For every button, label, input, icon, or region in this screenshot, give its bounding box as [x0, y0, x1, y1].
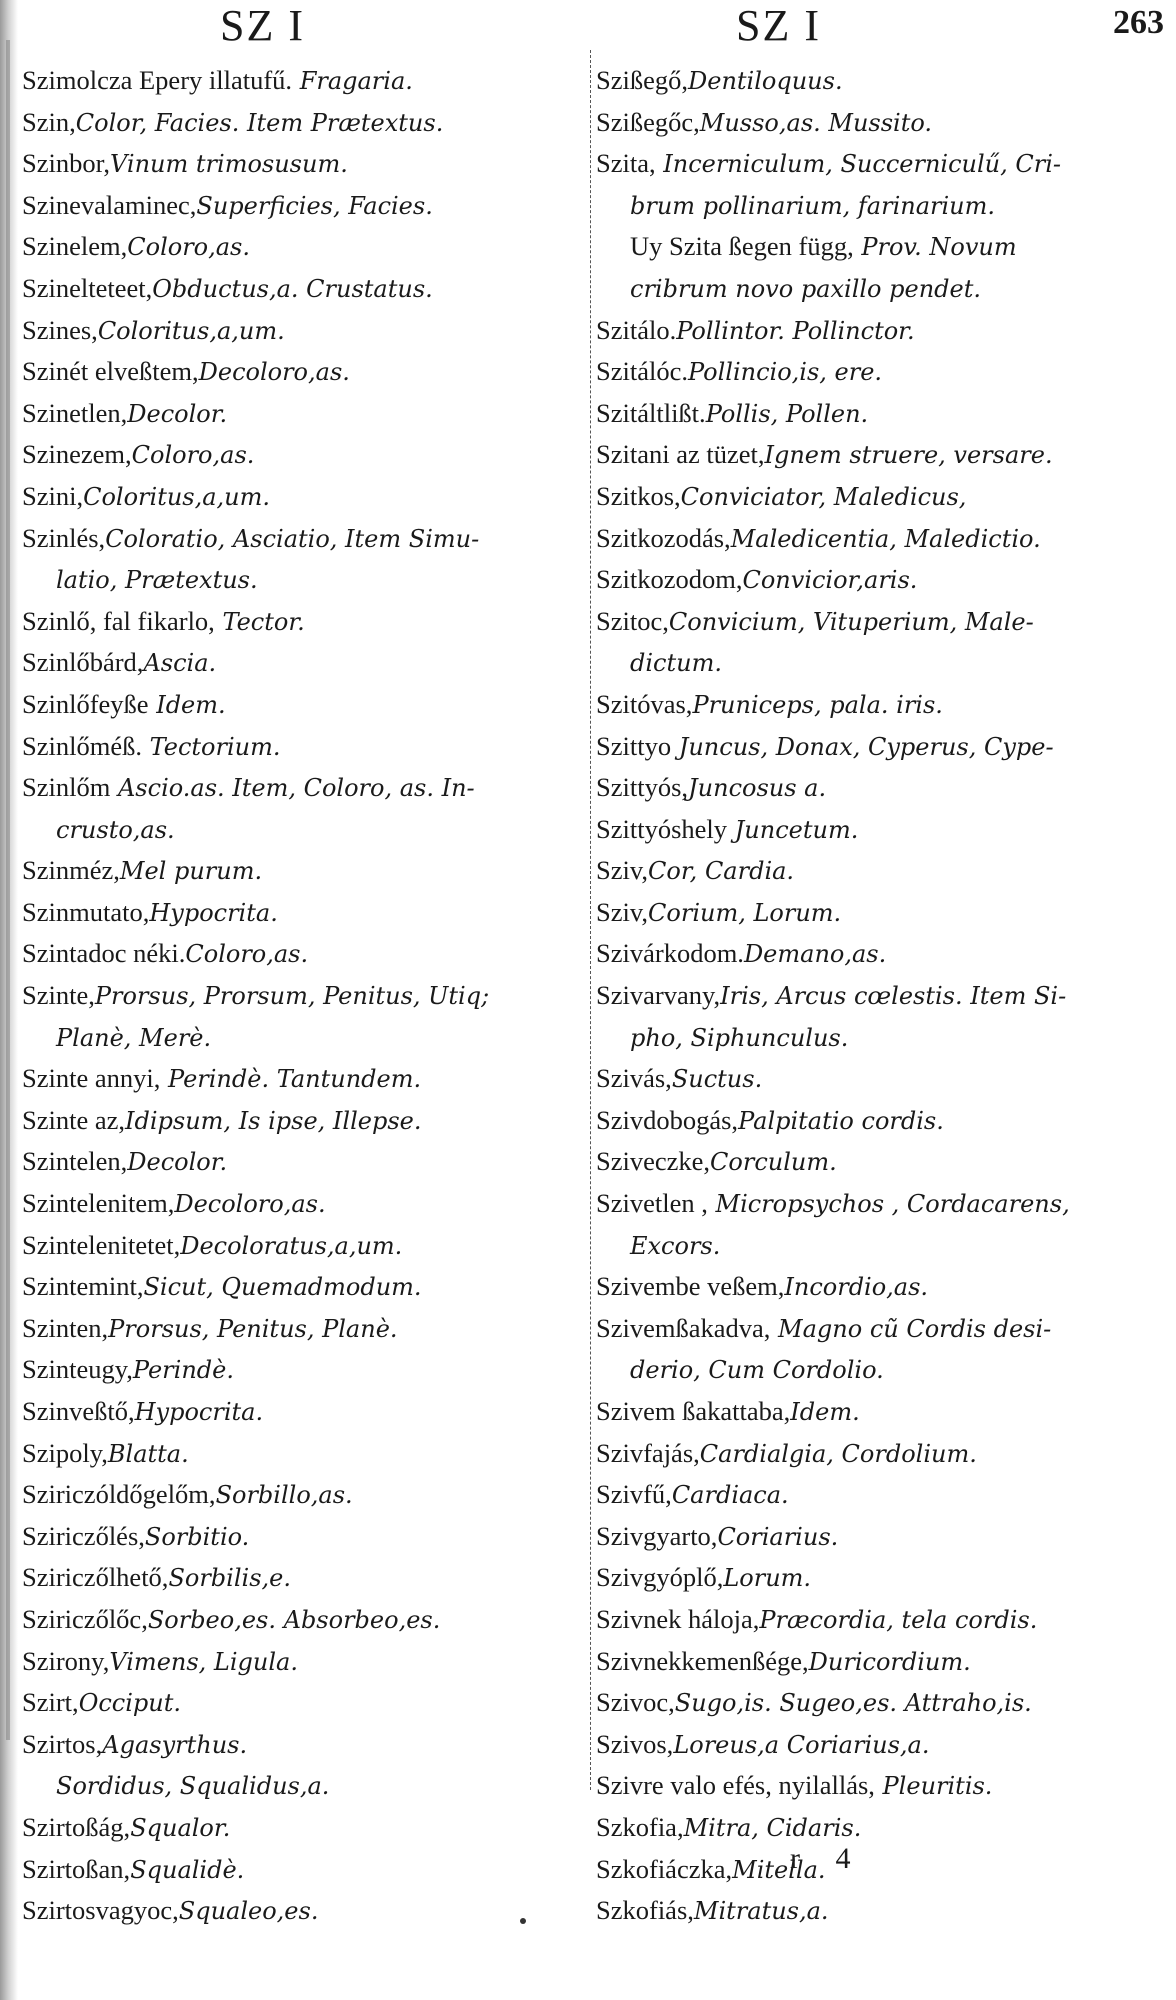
entry-headword: Szivoc,: [596, 1687, 675, 1718]
dictionary-entry: [596, 1225, 1168, 1267]
dictionary-entry: [22, 1516, 587, 1558]
dictionary-entry: [596, 642, 1168, 684]
entry-headword: Szinezem,: [22, 439, 132, 470]
entry-latin-gloss: latio, Prætextus.: [56, 566, 258, 595]
dictionary-entry: [22, 518, 587, 560]
entry-headword: Szinte az,: [22, 1104, 126, 1135]
entry-latin-gloss: Idem.: [790, 1398, 860, 1426]
entry-latin-gloss: Idipsum, Is ipse, Illepse.: [125, 1106, 422, 1135]
entry-latin-gloss: Decoloro,as.: [198, 358, 350, 387]
dictionary-entry: [596, 351, 1168, 393]
entry-latin-gloss: Excors.: [630, 1231, 721, 1260]
dictionary-entry: [596, 1557, 1168, 1599]
entry-headword: Szinten,: [22, 1312, 109, 1343]
entry-headword: Szißegő,: [596, 65, 688, 95]
entry-headword: Szinbor,: [22, 148, 111, 179]
entry-latin-gloss: Musso,as. Mussito.: [699, 108, 933, 137]
entry-headword: Szintadoc néki.: [22, 938, 186, 969]
dictionary-entry: [22, 102, 587, 144]
entry-latin-gloss: Coloritus,a,um.: [97, 316, 285, 345]
dictionary-entry: [596, 102, 1168, 144]
dictionary-entry: [22, 1474, 587, 1516]
dictionary-entry: [596, 1765, 1168, 1807]
entry-latin-gloss: Prov. Novum: [853, 233, 1017, 262]
entry-latin-gloss: Agasyrthus.: [102, 1730, 248, 1759]
entry-latin-gloss: Micropsychos , Cordacarens,: [707, 1190, 1070, 1219]
entry-headword: Szkofiáczka,: [596, 1853, 733, 1884]
dictionary-entry: [22, 268, 587, 310]
entry-latin-gloss: Obductus,a. Crustatus.: [152, 274, 433, 303]
entry-latin-gloss: Mitella.: [732, 1855, 826, 1884]
entry-headword: Szirony,: [22, 1645, 110, 1676]
dictionary-entry: [22, 1308, 587, 1350]
dictionary-entry: [596, 1641, 1168, 1683]
entry-latin-gloss: Coloro,as.: [127, 233, 250, 262]
entry-latin-gloss: Mitra, Cidaris.: [683, 1813, 862, 1842]
dictionary-entry: [596, 1724, 1168, 1766]
dictionary-entry: [596, 601, 1168, 643]
dictionary-entry: [596, 1599, 1168, 1641]
entry-latin-gloss: Idem.: [148, 690, 226, 719]
dictionary-entry: [22, 1141, 587, 1183]
entry-latin-gloss: Occiput.: [78, 1689, 182, 1718]
dictionary-entry: [596, 434, 1168, 476]
entry-headword: Szintemint,: [22, 1271, 144, 1302]
entry-headword: Szintelenitetet,: [22, 1229, 181, 1260]
entry-headword: Szinelteteet,: [22, 272, 153, 303]
entry-latin-gloss: Coloratio, Asciatio, Item Simu-: [105, 524, 480, 553]
entry-latin-gloss: Pollincio,is, ere.: [688, 358, 883, 387]
entry-headword: Szkofiás,: [596, 1895, 694, 1926]
entry-headword: Szitkos,: [596, 480, 681, 511]
dictionary-entry: [596, 1017, 1168, 1059]
page-number: 263: [1113, 4, 1164, 41]
entry-latin-gloss: Cor, Cardia.: [648, 857, 795, 886]
entry-headword: Uy Szita ßegen függ,: [630, 231, 854, 262]
entry-headword: Szitáltlißt.: [596, 397, 706, 428]
entry-headword: Szitóvas,: [596, 688, 693, 719]
dictionary-entry: [596, 185, 1168, 227]
entry-latin-gloss: Decolor.: [127, 399, 228, 428]
dictionary-entry: [22, 1391, 587, 1433]
left-column-heading: SZ I: [220, 1, 305, 50]
entry-headword: Szivemßakadva,: [596, 1312, 771, 1343]
entry-headword: Szitoc,: [596, 605, 669, 636]
entry-headword: Szinlőm: [22, 772, 111, 803]
entry-headword: Szin,: [22, 106, 76, 137]
entry-headword: Sziriczőlőc,: [22, 1603, 148, 1634]
dictionary-entry: [596, 226, 1168, 268]
dictionary-entry: [596, 310, 1168, 352]
dictionary-entry: [596, 518, 1168, 560]
dictionary-entry: [22, 892, 587, 934]
dictionary-entry: [22, 351, 587, 393]
entry-latin-gloss: Pruniceps, pala. iris.: [692, 690, 943, 719]
entry-headword: Szinveßtő,: [22, 1396, 135, 1426]
entry-headword: Szitani az tüzet,: [596, 439, 765, 470]
entry-headword: Szivfajás,: [596, 1437, 700, 1468]
dictionary-entry: [596, 393, 1168, 435]
dictionary-entry: [22, 1017, 587, 1059]
entry-latin-gloss: cribrum novo paxillo pendet.: [630, 274, 981, 303]
dictionary-entry: [22, 684, 587, 726]
entry-latin-gloss: Vinum trimosusum.: [110, 150, 348, 179]
dictionary-entry: [596, 268, 1168, 310]
dictionary-entry: [22, 809, 587, 851]
entry-headword: Szivem ßakattaba,: [596, 1396, 791, 1426]
entry-latin-gloss: Perindè. Tantundem.: [160, 1065, 422, 1094]
dictionary-entry: [596, 1433, 1168, 1475]
entry-latin-gloss: Sordidus, Squalidus,a.: [56, 1772, 330, 1801]
entry-latin-gloss: Convicium, Vituperium, Male-: [668, 607, 1034, 636]
dictionary-entry: [22, 185, 587, 227]
entry-headword: Sziriczőlés,: [22, 1520, 145, 1551]
entry-latin-gloss: Perindè.: [132, 1356, 234, 1385]
entry-latin-gloss: Hypocrita.: [134, 1398, 264, 1426]
entry-latin-gloss: Blatta.: [107, 1439, 189, 1468]
entry-headword: Szittyós,: [596, 772, 689, 803]
entry-headword: Sziriczóldőgelőm,: [22, 1479, 216, 1510]
entry-latin-gloss: Convicior,aris.: [742, 566, 918, 595]
entry-headword: Szinelem,: [22, 231, 128, 262]
dictionary-entry: [596, 809, 1168, 851]
entry-headword: Szitálóc.: [596, 356, 688, 387]
dictionary-entry: [22, 1849, 587, 1891]
entry-headword: Szinlés,: [22, 522, 106, 553]
dictionary-entry: [22, 642, 587, 684]
entry-latin-gloss: Fragaria.: [292, 67, 413, 95]
dictionary-entry: [596, 1308, 1168, 1350]
column-divider: [590, 50, 592, 1790]
dictionary-entry: [22, 933, 587, 975]
entry-latin-gloss: Corium, Lorum.: [648, 898, 842, 927]
entry-latin-gloss: Ascia.: [143, 649, 217, 678]
entry-latin-gloss: Demano,as.: [743, 940, 887, 969]
entry-latin-gloss: Coriarius.: [717, 1522, 839, 1551]
entry-headword: Szines,: [22, 314, 98, 345]
entry-latin-gloss: Cardialgia, Cordolium.: [699, 1439, 977, 1468]
entry-headword: Szivembe veßem,: [596, 1271, 785, 1302]
entry-headword: Szinméz,: [22, 855, 120, 886]
dictionary-entry: [596, 1349, 1168, 1391]
entry-latin-gloss: Prorsus, Penitus, Planè.: [108, 1314, 398, 1343]
entry-latin-gloss: crusto,as.: [56, 815, 175, 844]
entry-latin-gloss: Cardiaca.: [671, 1481, 789, 1510]
dictionary-entry: [596, 975, 1168, 1017]
entry-headword: Szinlő, fal fikarlo,: [22, 605, 215, 636]
entry-latin-gloss: Incerniculum, Succerniculű, Cri-: [655, 150, 1061, 179]
dictionary-entry: [22, 434, 587, 476]
entry-latin-gloss: Juncus, Donax, Cyperus, Cype-: [671, 732, 1054, 761]
dictionary-entry: [22, 1724, 587, 1766]
entry-latin-gloss: Incordio,as.: [784, 1273, 929, 1302]
dictionary-entry: [22, 393, 587, 435]
entry-latin-gloss: Ignem struere, versare.: [764, 441, 1053, 470]
dictionary-entry: [22, 310, 587, 352]
entry-headword: Szkofia,: [596, 1811, 684, 1842]
entry-latin-gloss: Pollis, Pollen.: [705, 399, 869, 428]
entry-latin-gloss: Hypocrita.: [149, 898, 278, 927]
entry-latin-gloss: Ascio.as. Item, Coloro, as. In-: [110, 774, 475, 803]
dictionary-entry: [596, 1391, 1168, 1433]
entry-latin-gloss: Decoloratus,a,um.: [180, 1231, 403, 1260]
entry-latin-gloss: Maledicentia, Maledictio.: [730, 524, 1041, 553]
left-column: [22, 60, 587, 1932]
dictionary-entry: [596, 1682, 1168, 1724]
entry-headword: Szitkozodom,: [596, 564, 743, 595]
dictionary-entry: [22, 1807, 587, 1849]
entry-headword: Szivos,: [596, 1728, 674, 1759]
dictionary-entry: [596, 60, 1168, 102]
dictionary-entry: [596, 1100, 1168, 1142]
dictionary-entry: [22, 1058, 587, 1100]
entry-latin-gloss: Palpitatio cordis.: [738, 1106, 944, 1135]
dictionary-entry: [596, 1807, 1168, 1849]
entry-latin-gloss: Superficies, Facies.: [196, 191, 433, 220]
entry-latin-gloss: brum pollinarium, farinarium.: [630, 191, 996, 220]
book-spine-line: [6, 40, 10, 1740]
entry-headword: Szitálo.: [596, 314, 677, 345]
dictionary-entry: [596, 1890, 1168, 1932]
dictionary-entry: [22, 1183, 587, 1225]
entry-headword: Szinmutato,: [22, 896, 150, 927]
entry-headword: Szißegőc,: [596, 106, 700, 137]
entry-latin-gloss: Vimens, Ligula.: [109, 1647, 298, 1676]
entry-latin-gloss: Sorbillo,as.: [215, 1481, 353, 1510]
entry-headword: Szinte,: [22, 980, 95, 1011]
entry-headword: Szivás,: [596, 1063, 672, 1094]
dictionary-entry: [596, 933, 1168, 975]
entry-latin-gloss: Mel purum.: [119, 857, 263, 886]
entry-latin-gloss: Mitratus,a.: [693, 1897, 829, 1926]
dictionary-entry: [22, 850, 587, 892]
entry-headword: Szinét elveßtem,: [22, 356, 199, 387]
entry-latin-gloss: Conviciator, Maledicus,: [680, 482, 967, 511]
dictionary-entry: [22, 1890, 587, 1932]
dictionary-entry: [596, 143, 1168, 185]
ink-speck: [520, 1918, 526, 1924]
entry-headword: Szipoly,: [22, 1437, 108, 1468]
dictionary-entry: [596, 684, 1168, 726]
dictionary-entry: [22, 476, 587, 518]
entry-latin-gloss: Squalidè.: [130, 1855, 245, 1884]
dictionary-entry: [596, 1266, 1168, 1308]
entry-latin-gloss: Sugo,is. Sugeo,es. Attraho,is.: [674, 1689, 1032, 1718]
entry-latin-gloss: Color, Facies. Item Prætextus.: [75, 108, 444, 137]
entry-headword: Sziv,: [596, 896, 649, 927]
dictionary-entry: [22, 1349, 587, 1391]
entry-latin-gloss: Tector.: [214, 607, 305, 636]
dictionary-entry: [22, 1225, 587, 1267]
entry-latin-gloss: Magno cũ Cordis desi-: [770, 1314, 1052, 1343]
entry-latin-gloss: Squalor.: [130, 1813, 231, 1842]
entry-headword: Szivarvany,: [596, 980, 721, 1011]
entry-headword: Szivnekkemenßége,: [596, 1645, 809, 1676]
entry-latin-gloss: Sicut, Quemadmodum.: [143, 1273, 422, 1302]
dictionary-entry: [22, 1266, 587, 1308]
entry-latin-gloss: Sorbilis,e.: [168, 1564, 291, 1593]
dictionary-entry: [596, 1516, 1168, 1558]
entry-latin-gloss: Duricordium.: [808, 1647, 971, 1676]
entry-headword: Szita,: [596, 148, 656, 179]
entry-headword: Szirtoßan,: [22, 1853, 131, 1884]
dictionary-entry: [22, 226, 587, 268]
dictionary-entry: [596, 1058, 1168, 1100]
entry-latin-gloss: Sorbitio.: [144, 1522, 250, 1551]
entry-headword: Szivárkodom.: [596, 938, 744, 969]
entry-headword: Szintelenitem,: [22, 1188, 175, 1219]
entry-latin-gloss: Prorsus, Prorsum, Penitus, Utiq;: [94, 982, 490, 1011]
entry-headword: Szinlőbárd,: [22, 647, 144, 678]
right-column: [596, 60, 1168, 1932]
dictionary-entry: [596, 476, 1168, 518]
dictionary-entry: [596, 1183, 1168, 1225]
dictionary-entry: [22, 1433, 587, 1475]
entry-headword: Szivre valo efés, nyilallás,: [596, 1770, 875, 1801]
entry-headword: Szini,: [22, 480, 84, 511]
entry-headword: Sziv,: [596, 855, 649, 886]
entry-headword: Szivdobogás,: [596, 1104, 739, 1135]
dictionary-entry: [22, 726, 587, 768]
right-column-heading: SZ I: [736, 1, 821, 50]
entry-latin-gloss: Loreus,a Coriarius,a.: [673, 1730, 930, 1759]
dictionary-entry: [596, 892, 1168, 934]
entry-latin-gloss: Squaleo,es.: [178, 1897, 319, 1926]
dictionary-entry: [596, 850, 1168, 892]
entry-headword: Szittyóshely: [596, 813, 728, 844]
entry-headword: Szivgyarto,: [596, 1520, 718, 1551]
dictionary-entry: [22, 559, 587, 601]
entry-headword: Sziveczke,: [596, 1146, 711, 1177]
entry-headword: Szivfű,: [596, 1479, 672, 1510]
entry-latin-gloss: Decoloro,as.: [174, 1190, 326, 1219]
entry-headword: Szitkozodás,: [596, 522, 731, 553]
dictionary-entry: [22, 1641, 587, 1683]
dictionary-entry: [22, 60, 587, 102]
entry-headword: Szivnek háloja,: [596, 1603, 760, 1634]
entry-latin-gloss: Coloritus,a,um.: [83, 482, 271, 511]
entry-headword: Szirtos,: [22, 1728, 103, 1759]
entry-headword: Szinlőméß.: [22, 730, 142, 761]
entry-headword: Szintelen,: [22, 1146, 128, 1177]
entry-latin-gloss: Lorum.: [723, 1564, 812, 1593]
entry-headword: Szirtosvagyoc,: [22, 1895, 179, 1926]
entry-headword: Szirt,: [22, 1687, 79, 1718]
entry-latin-gloss: Suctus.: [671, 1065, 763, 1094]
entry-headword: Szimolcza Epery illatufű.: [22, 65, 293, 95]
dictionary-entry: [22, 1682, 587, 1724]
dictionary-entry: [596, 1141, 1168, 1183]
dictionary-entry: [596, 767, 1168, 809]
entry-latin-gloss: Sorbeo,es. Absorbeo,es.: [147, 1605, 441, 1634]
entry-headword: Szivgyóplő,: [596, 1562, 724, 1593]
entry-latin-gloss: Iris, Arcus cœlestis. Item Si-: [720, 982, 1067, 1011]
entry-latin-gloss: derio, Cum Cordolio.: [630, 1356, 884, 1385]
entry-headword: Szirtoßág,: [22, 1811, 131, 1842]
entry-latin-gloss: Corculum.: [710, 1148, 837, 1177]
entry-latin-gloss: Juncosus a.: [688, 774, 827, 803]
dictionary-entry: [22, 1557, 587, 1599]
dictionary-entry: [596, 1849, 1168, 1891]
entry-latin-gloss: Coloro,as.: [185, 940, 309, 969]
entry-latin-gloss: Decolor.: [127, 1148, 228, 1177]
dictionary-entry: [596, 726, 1168, 768]
dictionary-entry: [22, 1599, 587, 1641]
entry-headword: Szinte annyi,: [22, 1063, 161, 1094]
entry-headword: Szittyo: [596, 730, 672, 761]
entry-latin-gloss: Dentiloquus.: [688, 67, 843, 95]
entry-latin-gloss: dictum.: [630, 649, 722, 678]
dictionary-entry: [22, 975, 587, 1017]
dictionary-entry: [596, 559, 1168, 601]
dictionary-entry: [22, 1765, 587, 1807]
dictionary-entry: [22, 601, 587, 643]
entry-latin-gloss: Præcordia, tela cordis.: [759, 1605, 1038, 1634]
entry-headword: Szinlőfeyße: [22, 688, 149, 719]
entry-latin-gloss: pho, Siphunculus.: [630, 1023, 849, 1052]
entry-latin-gloss: Juncetum.: [727, 815, 859, 844]
dictionary-entry: [596, 1474, 1168, 1516]
entry-headword: Szinteugy,: [22, 1354, 133, 1385]
entry-latin-gloss: Pollintor. Pollinctor.: [676, 316, 915, 345]
entry-headword: Szivetlen ,: [596, 1188, 708, 1219]
entry-latin-gloss: Planè, Merè.: [56, 1023, 212, 1052]
dictionary-entry: [22, 1100, 587, 1142]
entry-headword: Szinevalaminec,: [22, 189, 197, 220]
entry-latin-gloss: Tectorium.: [141, 732, 281, 761]
signature-mark: r 4: [790, 1842, 865, 1875]
dictionary-entry: [22, 143, 587, 185]
entry-headword: Sziriczőlhető,: [22, 1562, 169, 1593]
entry-headword: Szinetlen,: [22, 397, 128, 428]
entry-latin-gloss: Pleuritis.: [874, 1772, 993, 1801]
entry-latin-gloss: Coloro,as.: [131, 441, 255, 470]
dictionary-entry: [22, 767, 587, 809]
